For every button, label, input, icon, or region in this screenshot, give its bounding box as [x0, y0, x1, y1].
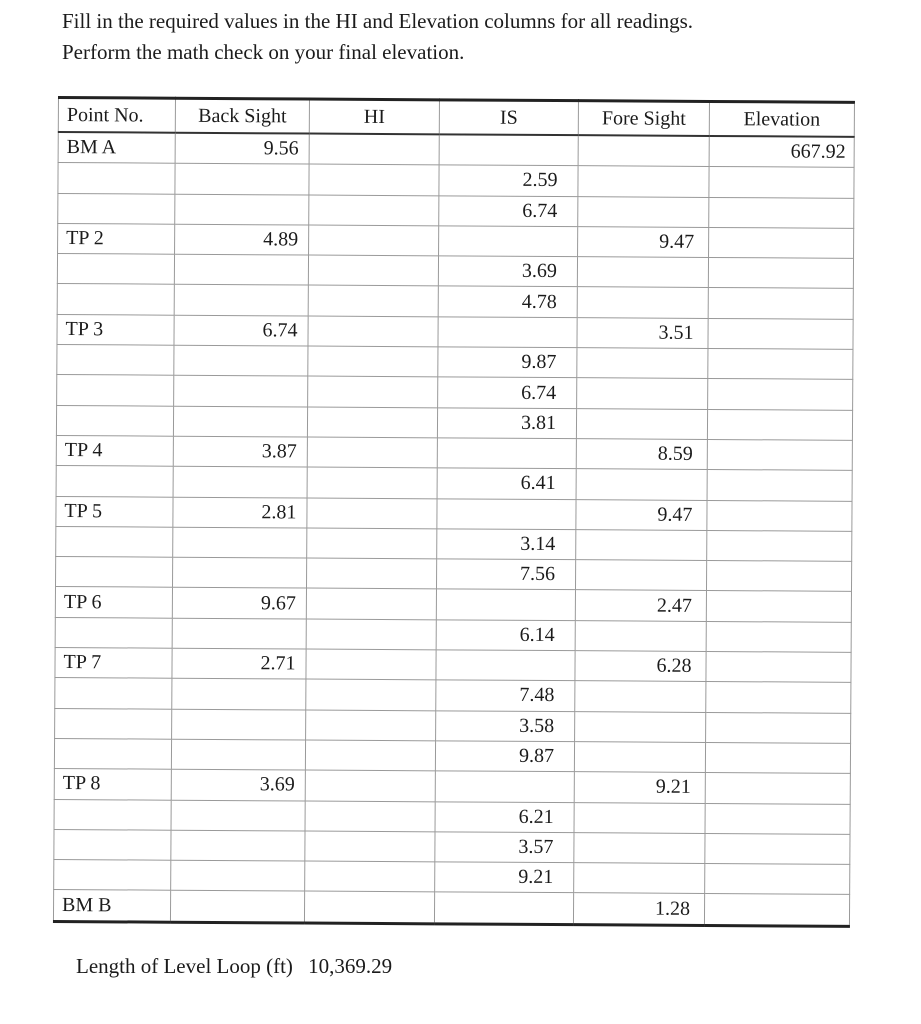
is-cell — [439, 134, 578, 166]
fore-sight-cell — [574, 832, 705, 863]
elevation-cell[interactable] — [706, 652, 851, 683]
table-row — [56, 405, 852, 440]
point-no-cell: TP 4 — [56, 435, 173, 466]
point-no-cell — [55, 617, 172, 648]
elevation-cell[interactable]: 667.92 — [709, 136, 854, 168]
table-row — [56, 466, 852, 501]
elevation-cell[interactable] — [705, 742, 850, 773]
hi-cell[interactable] — [308, 286, 438, 317]
point-no-cell: BM B — [53, 890, 170, 922]
fore-sight-cell — [575, 560, 706, 591]
back-sight-cell: 2.71 — [172, 648, 306, 679]
hi-cell[interactable] — [308, 376, 438, 407]
point-no-cell — [58, 193, 175, 224]
table-row — [54, 799, 850, 834]
fore-sight-cell — [575, 711, 706, 742]
elevation-cell[interactable] — [707, 500, 852, 531]
back-sight-cell — [170, 891, 304, 923]
back-sight-cell — [174, 254, 308, 285]
hi-cell[interactable] — [308, 255, 438, 286]
table-row — [58, 193, 854, 228]
header-elevation: Elevation — [709, 101, 854, 136]
fore-sight-cell — [577, 287, 708, 318]
back-sight-cell: 9.56 — [175, 133, 309, 165]
table-row — [54, 829, 850, 864]
table-row — [54, 769, 850, 804]
is-cell: 3.58 — [436, 710, 575, 741]
fore-sight-cell: 3.51 — [577, 317, 708, 348]
fore-sight-cell: 8.59 — [576, 439, 707, 470]
fore-sight-cell — [577, 257, 708, 288]
hi-cell[interactable] — [305, 801, 435, 832]
loop-length-value: 10,369.29 — [308, 954, 393, 978]
back-sight-cell: 3.69 — [171, 769, 305, 800]
back-sight-cell — [172, 709, 306, 740]
back-sight-cell — [174, 285, 308, 316]
fore-sight-cell: 9.47 — [576, 499, 707, 530]
table-row — [55, 708, 851, 743]
level-log-sheet — [53, 96, 854, 928]
elevation-cell[interactable] — [707, 409, 852, 440]
point-no-cell — [54, 829, 171, 860]
point-no-cell — [57, 345, 174, 376]
elevation-cell[interactable] — [705, 864, 850, 895]
hi-cell[interactable] — [307, 498, 437, 529]
header-point-no: Point No. — [58, 98, 175, 133]
fore-sight-cell: 9.21 — [574, 772, 705, 803]
point-no-cell: TP 7 — [55, 648, 172, 679]
is-cell — [435, 771, 574, 802]
elevation-cell[interactable] — [708, 258, 853, 289]
point-no-cell — [55, 708, 172, 739]
point-no-cell: TP 8 — [54, 769, 171, 800]
point-no-cell: TP 6 — [55, 587, 172, 618]
table-row — [57, 254, 853, 289]
is-cell: 3.57 — [435, 832, 574, 863]
back-sight-cell — [173, 527, 307, 558]
table-row — [55, 617, 851, 652]
table-row — [57, 284, 853, 319]
back-sight-cell: 9.67 — [172, 588, 306, 619]
fore-sight-cell — [574, 863, 705, 894]
back-sight-cell — [172, 679, 306, 710]
hi-cell[interactable] — [305, 861, 435, 892]
is-cell — [436, 589, 575, 620]
is-cell: 4.78 — [438, 286, 577, 317]
table-row — [56, 526, 852, 561]
point-no-cell — [57, 375, 174, 406]
back-sight-cell — [173, 466, 307, 497]
elevation-cell[interactable] — [707, 530, 852, 561]
fore-sight-cell — [578, 135, 709, 167]
is-cell: 7.56 — [436, 559, 575, 590]
back-sight-cell — [171, 860, 305, 891]
is-cell: 9.21 — [435, 862, 574, 893]
elevation-cell[interactable] — [706, 682, 851, 713]
fore-sight-cell — [576, 469, 707, 500]
header-row — [58, 98, 854, 137]
point-no-cell — [56, 466, 173, 497]
is-cell: 9.87 — [435, 741, 574, 772]
back-sight-cell — [171, 800, 305, 831]
fore-sight-cell — [576, 530, 707, 561]
back-sight-cell — [171, 739, 305, 770]
hi-cell[interactable] — [306, 649, 436, 680]
hi-cell[interactable] — [307, 407, 437, 438]
instruction-line-2: Perform the math check on your final elevation. — [62, 40, 465, 64]
back-sight-cell — [171, 830, 305, 861]
is-cell: 9.87 — [438, 347, 577, 378]
hi-cell[interactable] — [309, 225, 439, 256]
back-sight-cell: 6.74 — [174, 315, 308, 346]
table-row — [58, 132, 854, 168]
is-cell: 6.41 — [437, 468, 576, 499]
back-sight-cell: 4.89 — [175, 224, 309, 255]
table-row — [54, 860, 850, 895]
level-loop-table — [53, 96, 855, 928]
table-row — [57, 375, 853, 410]
fore-sight-cell: 1.28 — [573, 893, 704, 925]
point-no-cell — [56, 557, 173, 588]
point-no-cell — [58, 163, 175, 194]
point-no-cell — [55, 678, 172, 709]
point-no-cell: TP 5 — [56, 496, 173, 527]
elevation-cell[interactable] — [706, 712, 851, 743]
is-cell: 3.69 — [438, 256, 577, 287]
point-no-cell — [54, 860, 171, 891]
elevation-cell[interactable] — [704, 894, 849, 926]
hi-cell[interactable] — [308, 316, 438, 347]
elevation-cell[interactable] — [708, 349, 853, 380]
table-row — [58, 163, 854, 198]
loop-length-label: Length of Level Loop (ft) — [76, 954, 293, 978]
is-cell: 3.81 — [437, 407, 576, 438]
table-row — [56, 557, 852, 592]
elevation-cell[interactable] — [709, 167, 854, 198]
point-no-cell — [57, 284, 174, 315]
table-row — [56, 496, 852, 531]
point-no-cell — [54, 799, 171, 830]
elevation-cell[interactable] — [708, 288, 853, 319]
hi-cell[interactable] — [308, 346, 438, 377]
is-cell — [436, 650, 575, 681]
back-sight-cell — [175, 194, 309, 225]
fore-sight-cell — [575, 620, 706, 651]
elevation-cell[interactable] — [706, 561, 851, 592]
header-back-sight: Back Sight — [175, 98, 309, 133]
elevation-cell[interactable] — [705, 833, 850, 864]
hi-cell[interactable] — [306, 619, 436, 650]
fore-sight-cell — [578, 166, 709, 197]
hi-cell[interactable] — [306, 588, 436, 619]
point-no-cell: BM A — [58, 132, 175, 164]
back-sight-cell: 3.87 — [173, 436, 307, 467]
hi-cell[interactable] — [306, 679, 436, 710]
table-row — [55, 648, 851, 683]
fore-sight-cell: 6.28 — [575, 651, 706, 682]
instruction-line-1: Fill in the required values in the HI and Elevation columns for all readings. — [62, 9, 694, 33]
is-cell: 6.74 — [439, 195, 578, 226]
loop-length-footer — [76, 954, 392, 979]
elevation-cell[interactable] — [709, 197, 854, 228]
hi-cell[interactable] — [306, 558, 436, 589]
hi-cell[interactable] — [309, 195, 439, 226]
fore-sight-cell: 9.47 — [578, 227, 709, 258]
table-row — [56, 435, 852, 470]
is-cell — [439, 226, 578, 257]
back-sight-cell — [172, 557, 306, 588]
is-cell: 7.48 — [436, 680, 575, 711]
table-row — [55, 587, 851, 622]
elevation-cell[interactable] — [708, 318, 853, 349]
is-cell: 6.21 — [435, 801, 574, 832]
fore-sight-cell: 2.47 — [575, 590, 706, 621]
fore-sight-cell — [576, 408, 707, 439]
table-row — [53, 890, 849, 926]
fore-sight-cell — [577, 348, 708, 379]
elevation-cell[interactable] — [708, 379, 853, 410]
hi-cell[interactable] — [305, 770, 435, 801]
elevation-cell[interactable] — [707, 439, 852, 470]
fore-sight-cell — [574, 802, 705, 833]
fore-sight-cell — [577, 378, 708, 409]
elevation-cell[interactable] — [706, 591, 851, 622]
elevation-cell[interactable] — [705, 803, 850, 834]
hi-cell[interactable] — [306, 710, 436, 741]
elevation-cell[interactable] — [709, 227, 854, 258]
is-cell — [437, 438, 576, 469]
point-no-cell — [56, 405, 173, 436]
back-sight-cell — [172, 618, 306, 649]
fore-sight-cell — [575, 681, 706, 712]
fore-sight-cell — [578, 196, 709, 227]
hi-cell[interactable] — [307, 528, 437, 559]
hi-cell[interactable] — [305, 740, 435, 771]
table-row — [54, 738, 850, 773]
header-is: IS — [439, 100, 578, 135]
table-row — [58, 223, 854, 258]
back-sight-cell — [174, 376, 308, 407]
header-fore-sight: Fore Sight — [578, 101, 709, 136]
point-no-cell — [57, 254, 174, 285]
back-sight-cell: 2.81 — [173, 497, 307, 528]
table-row — [57, 314, 853, 349]
elevation-cell[interactable] — [705, 773, 850, 804]
fore-sight-cell — [574, 742, 705, 773]
is-cell: 2.59 — [439, 165, 578, 196]
is-cell — [438, 317, 577, 348]
is-cell: 6.14 — [436, 620, 575, 651]
table-body — [53, 132, 854, 926]
table-row — [55, 678, 851, 713]
table-row — [57, 345, 853, 380]
is-cell: 6.74 — [438, 377, 577, 408]
is-cell: 3.14 — [437, 529, 576, 560]
back-sight-cell — [174, 345, 308, 376]
is-cell — [434, 892, 573, 924]
hi-cell[interactable] — [307, 467, 437, 498]
hi-cell[interactable] — [305, 831, 435, 862]
elevation-cell[interactable] — [707, 470, 852, 501]
hi-cell[interactable] — [307, 437, 437, 468]
back-sight-cell — [175, 164, 309, 195]
elevation-cell[interactable] — [706, 621, 851, 652]
instructions — [62, 6, 862, 68]
hi-cell[interactable] — [309, 164, 439, 195]
hi-cell[interactable] — [304, 891, 434, 923]
point-no-cell: TP 3 — [57, 314, 174, 345]
header-hi: HI — [309, 99, 439, 134]
hi-cell[interactable] — [309, 134, 439, 166]
point-no-cell — [54, 738, 171, 769]
back-sight-cell — [173, 406, 307, 437]
is-cell — [437, 498, 576, 529]
point-no-cell: TP 2 — [58, 223, 175, 254]
point-no-cell — [56, 526, 173, 557]
